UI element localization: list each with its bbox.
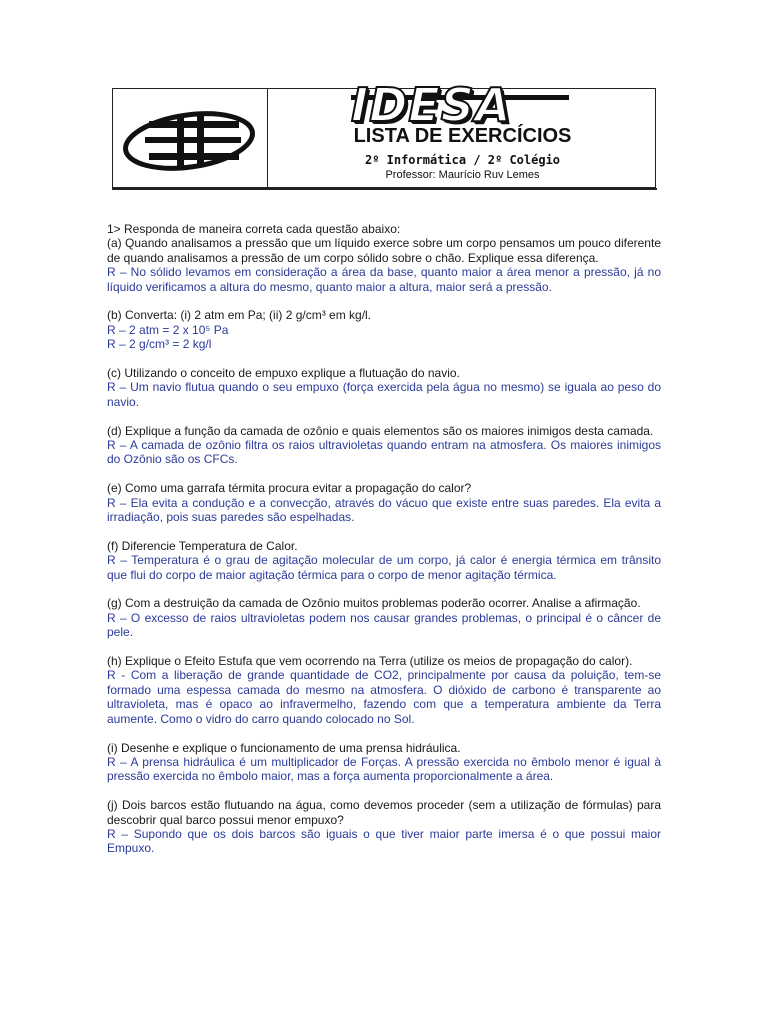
question-text: (b) Converta: (i) 2 atm em Pa; (ii) 2 g/cm³ em kg/l. — [107, 308, 372, 323]
intro-instruction: 1> Responda de maneira correta cada questão abaixo: — [107, 222, 401, 236]
brand-wordmark: IDESA — [351, 78, 512, 132]
answer-text: R – No sólido levamos em consideração a área da base, quanto maior a área menor a pressão, já no líquido verificamos a altura do mesmo, quanto maior a altura, maior será a pressão. — [107, 265, 661, 294]
question-text: (h) Explique o Efeito Estufa que vem ocorrendo na Terra (utilize os meios de propagação do calor). — [107, 654, 633, 669]
question-h — [107, 654, 661, 726]
school-logo-icon — [119, 101, 261, 181]
class-subtitle: 2º Informática / 2º Colégio — [364, 153, 561, 167]
question-f — [107, 539, 661, 582]
answer-text: R – 2 atm = 2 x 10⁵ Pa — [107, 322, 229, 337]
answer-text: R – Ela evita a condução e a convecção, através do vácuo que existe entre suas paredes. Ela evita a irradiação, pois suas paredes são espelhadas. — [107, 495, 661, 525]
answer-text: R – Um navio flutua quando o seu empuxo (força exercida pela água no mesmo) se iguala ao peso do navio. — [107, 380, 661, 409]
answer-text: R – 2 g/cm³ = 2 kg/l — [107, 337, 212, 352]
question-text: (f) Diferencie Temperatura de Calor. — [107, 538, 298, 553]
question-c — [107, 366, 661, 409]
header-underline — [112, 188, 657, 190]
question-d — [107, 424, 661, 467]
answer-text: R – O excesso de raios ultravioletas podem nos causar grandes problemas, o principal é o câncer de pele. — [107, 610, 661, 640]
exercise-content — [107, 222, 661, 870]
question-text: (a) Quando analisamos a pressão que um líquido exerce sobre um corpo pensamos um pouco diferente de quando analisamos a pressão de um corpo sólido sobre o chão. Explique essa diferença. — [107, 236, 661, 265]
answer-text: R – A prensa hidráulica é um multiplicador de Forças. A pressão exercida no êmbolo menor é igual à pressão exercida no êmbolo maior, mas a força aumenta proporcionalmente a área. — [107, 754, 661, 784]
question-g — [107, 596, 661, 639]
question-text: (g) Com a destruição da camada de Ozônio muitos problemas poderão ocorrer. Analise a afirmação. — [107, 596, 641, 611]
answer-text: R – Temperatura é o grau de agitação molecular de um corpo, já calor é energia térmica em trânsito que flui do corpo de maior agitação térmica para o corpo de menor agitação térmica. — [107, 553, 661, 582]
professor-name: Professor: Maurício Ruv Lemes — [385, 169, 540, 181]
question-a — [107, 236, 661, 294]
question-b — [107, 308, 661, 351]
question-text: (e) Como uma garrafa térmita procura evitar a propagação do calor? — [107, 481, 472, 496]
question-text: (j) Dois barcos estão flutuando na água, como devemos proceder (sem a utilização de fórmulas) para descobrir qual barco possui menor empuxo? — [107, 798, 661, 827]
header-box — [112, 78, 656, 188]
question-i — [107, 741, 661, 784]
answer-text: R – A camada de ozônio filtra os raios ultravioletas quando entram na atmosfera. Os maiores inimigos do Ozônio são os CFCs. — [107, 438, 661, 467]
question-j — [107, 798, 661, 856]
answer-text: R - Com a liberação de grande quantidade de CO2, principalmente por causa da poluição, tem-se formado uma espessa camada do mesmo na atmosfera. O dióxido de carbono é transparente ao ultravioleta, mas é opaco ao infravermelho, fazendo com que a temperatura ambiente da Terra aumente. Como o vidro do carro quando colocado no Sol. — [107, 668, 661, 726]
question-text: (c) Utilizando o conceito de empuxo explique a flutuação do navio. — [107, 366, 460, 381]
question-text: (d) Explique a função da camada de ozônio e quais elementos são os maiores inimigos desta camada. — [107, 423, 654, 438]
answer-text: R – Supondo que os dois barcos são iguais o que tiver maior parte imersa é o que possui maior Empuxo. — [107, 826, 661, 856]
question-e — [107, 481, 661, 524]
question-text: (i) Desenhe e explique o funcionamento de uma prensa hidráulica. — [107, 740, 461, 755]
page-title: LISTA DE EXERCÍCIOS — [353, 125, 572, 147]
